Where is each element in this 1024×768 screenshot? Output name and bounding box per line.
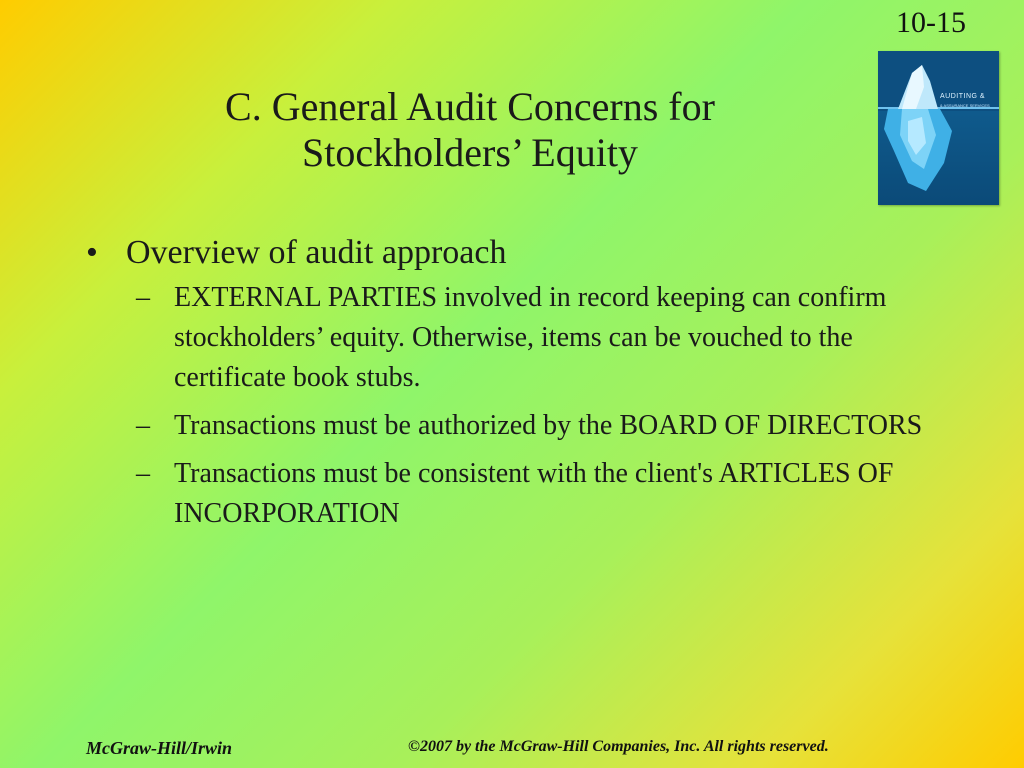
list-item [86,278,946,398]
list-item [86,232,946,274]
book-title: AUDITING & [940,93,986,100]
title-line-1: C. General Audit Concerns for [225,84,715,129]
bullet-text: Overview of audit approach [126,234,507,271]
book-subtitle: & ASSURANCE SERVICES [940,103,990,108]
sub-bullet-text: Transactions must be consistent with the client's ARTICLES OF INCORPORATION [174,458,894,529]
sub-bullet-text: EXTERNAL PARTIES involved in record keeping can confirm stockholders’ equity. Otherwise, items can be vouched to the certificate book stubs. [174,282,887,393]
dash-marker: – [136,458,150,489]
slide-title [150,84,790,176]
footer-publisher: McGraw-Hill/Irwin [86,738,233,758]
list-item [86,454,946,534]
list-item [86,406,946,446]
iceberg-book-cover-icon [878,51,999,205]
bullet-list [86,232,946,542]
title-line-2: Stockholders’ Equity [302,130,638,175]
dash-marker: – [136,410,150,441]
sub-list [86,278,946,534]
slide-number: 10-15 [896,6,966,39]
sub-bullet-text: Transactions must be authorized by the BOARD OF DIRECTORS [174,410,923,441]
bullet-marker: • [86,234,98,271]
dash-marker: – [136,282,150,313]
footer-copyright: ©2007 by the McGraw-Hill Companies, Inc. All rights reserved. [408,738,829,755]
iceberg-image [878,51,999,205]
